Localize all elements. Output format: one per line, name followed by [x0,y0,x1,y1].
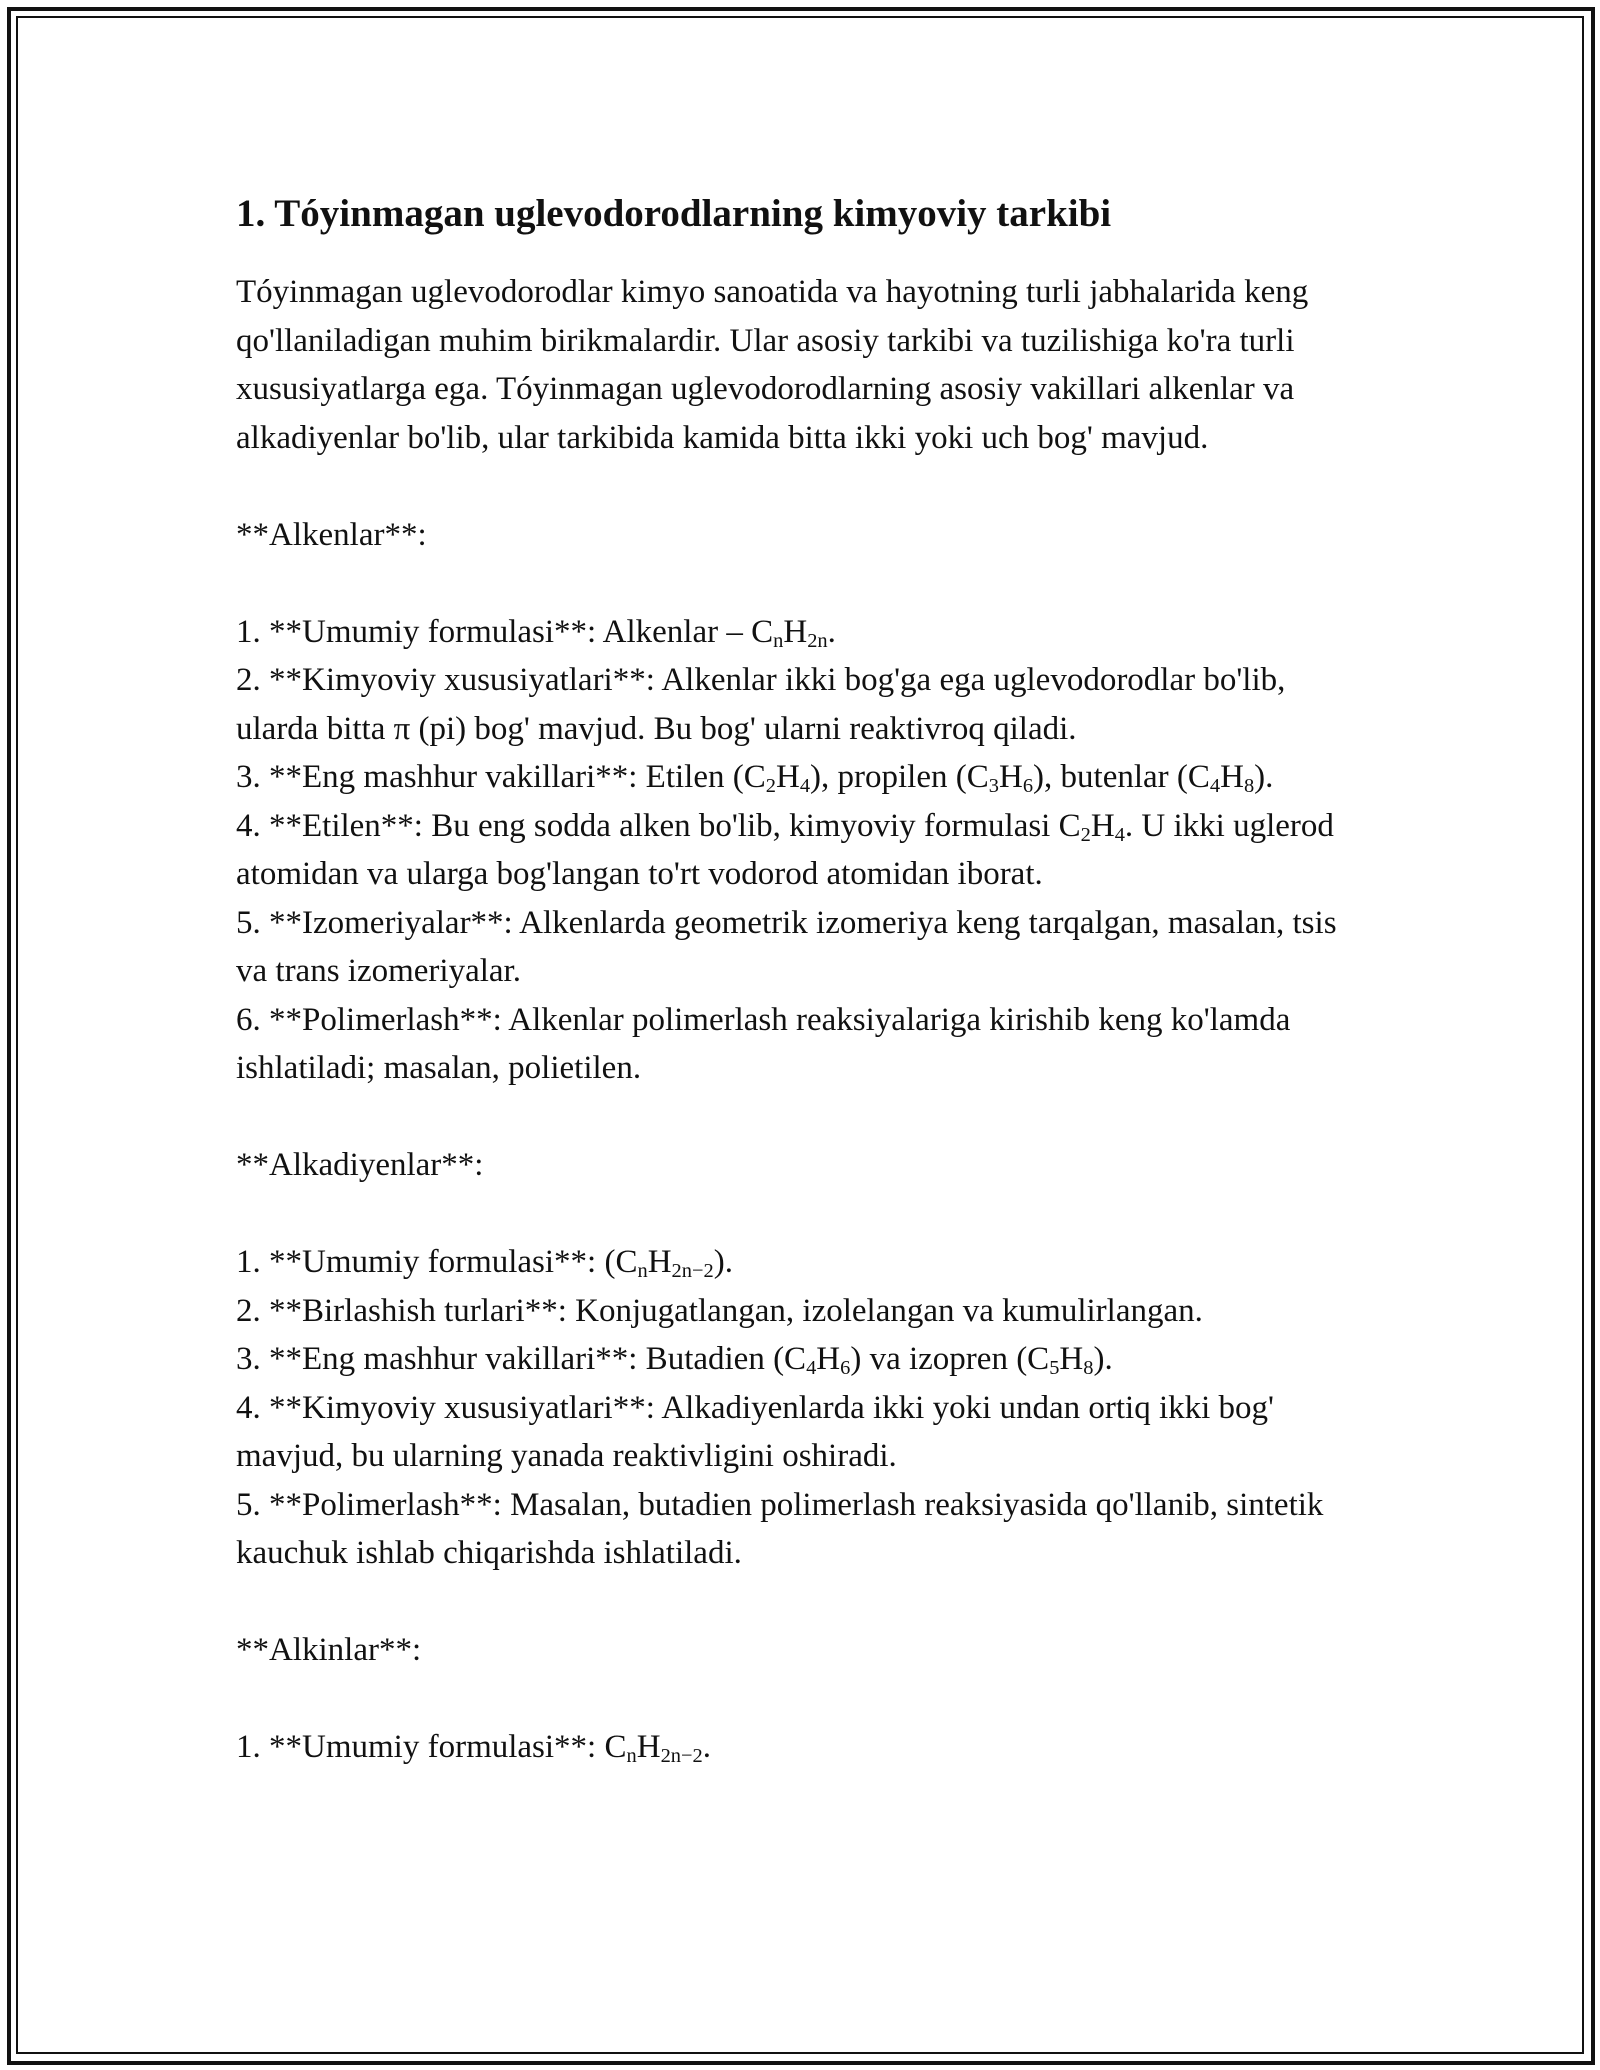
document-body [236,186,1366,1772]
alkenes-item-1: 1. **Umumiy formulasi**: Alkenlar – $C_nH_{2n}$. [236,613,836,652]
alkenes-item-4: 4. **Etilen**: Bu eng sodda alken bo'lib, kimyoviy formulasi $C_2H_4$. U ikki uglerod atomidan va ularga bog'langan to'rt vodorod atomidan iborat. [236,807,1334,892]
alkadienes-item-5: 5. **Polimerlash**: Masalan, butadien polimerlash reaksiyasida qo'llanib, sintetik kauchuk ishlab chiqarishda ishlatiladi. [236,1486,1324,1571]
alkadienes-title: **Alkadiyenlar**: [236,1147,484,1183]
alkynes-title: **Alkinlar**: [236,1632,422,1668]
alkadienes-item-3: 3. **Eng mashhur vakillari**: Butadien $(C_4H_6)$ va izopren $(C_5H_8)$. [236,1341,1113,1380]
alkenes-item-6: 6. **Polimerlash**: Alkenlar polimerlash reaksiyalariga kirishib keng ko'lamda ishlatiladi; masalan, polietilen. [236,1001,1291,1086]
alkadienes-item-4: 4. **Kimyoviy xususiyatlari**: Alkadiyenlarda ikki yoki undan ortiq ikki bog' mavjud, bu ularning yanada reaktivligini oshiradi. [236,1389,1275,1474]
alkadienes-item-2: 2. **Birlashish turlari**: Konjugatlangan, izolelangan va kumulirlangan. [236,1292,1203,1329]
section-heading: 1. Tóyinmagan uglevodorodlarning kimyoviy tarkibi [236,192,1112,235]
alkynes-item-1: 1. **Umumiy formulasi**: $C_nH_{2n-2}$. [236,1729,711,1768]
alkenes-item-5: 5. **Izomeriyalar**: Alkenlarda geometrik izomeriya keng tarqalgan, masalan, tsis va trans izomeriyalar. [236,904,1337,989]
alkenes-item-2: 2. **Kimyoviy xususiyatlari**: Alkenlar ikki bog'ga ega uglevodorodlar bo'lib, ularda bitta π (pi) bog' mavjud. Bu bog' ularni reaktivroq qiladi. [236,662,1286,747]
alkenes-item-3: 3. **Eng mashhur vakillari**: Etilen $(C_2H_4)$, propilen $(C_3H_6)$, butenlar $(C_4H_8)$. [236,759,1274,798]
alkadienes-item-1: 1. **Umumiy formulasi**: $(C_nH_{2n-2})$. [236,1244,733,1283]
intro-paragraph: Tóyinmagan uglevodorodlar kimyo sanoatida va hayotning turli jabhalarida keng qo'llaniladigan muhim birikmalardir. Ular asosiy tarkibi va tuzilishiga ko'ra turli xususiyatlarga ega. Tóyinmagan uglevodorodlarning asosiy vakillari alkenlar va alkadiyenlar bo'lib, ular tarkibida kamida bitta ikki yoki uch bog' mavjud. [236,274,1309,456]
alkenes-title: **Alkenlar**: [236,516,427,553]
